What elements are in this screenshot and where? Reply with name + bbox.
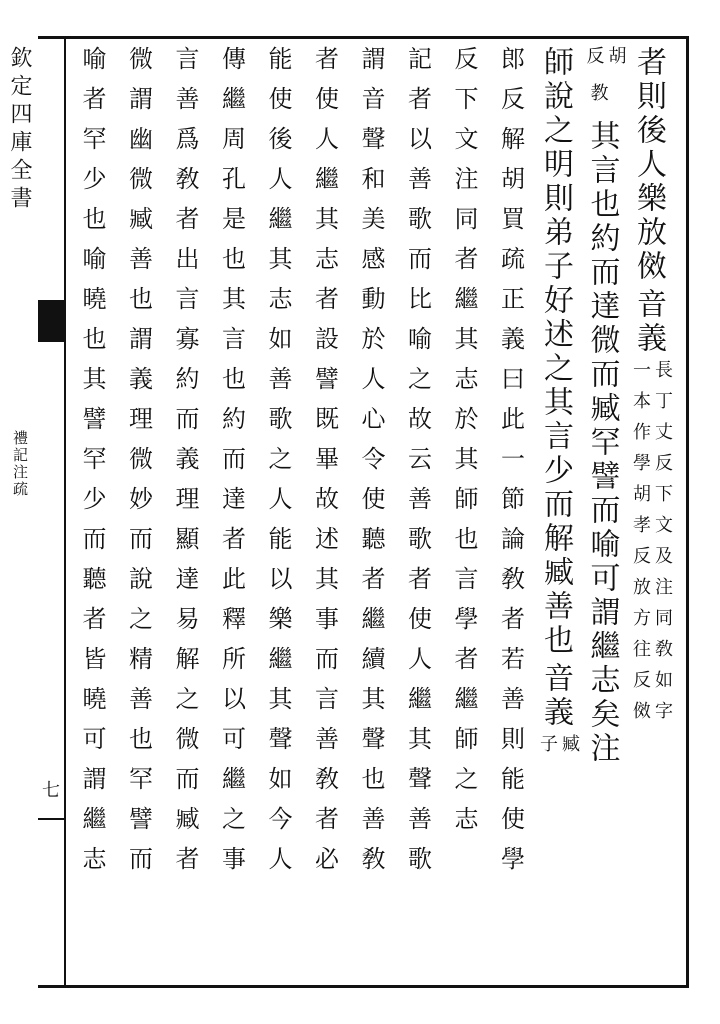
text-column (259, 46, 297, 976)
annotation-pair (585, 46, 625, 77)
commentary-text: 能使後人繼其志如善歌之人能以樂繼其聲如今人 (264, 46, 292, 886)
text-column (213, 46, 251, 976)
annotation-pair (538, 734, 578, 765)
main-text: 音義 (631, 288, 666, 356)
text-column (120, 46, 158, 976)
annotation-left: 反 (583, 46, 605, 77)
annotation-right: 長丁丈反下文及注同敎如字 (652, 360, 673, 732)
text-column (537, 46, 580, 976)
commentary-text: 郎反解胡買疏正義曰此一節論敎者若善則能使學 (496, 46, 525, 886)
fish-tail-mark-icon (38, 300, 64, 342)
text-column (445, 46, 483, 976)
page-number-rule (38, 818, 64, 820)
frame-left-border (64, 36, 66, 988)
annotation-pair (631, 360, 671, 732)
annotation-right: 教 (587, 83, 609, 114)
commentary-text: 喻者罕少也喻曉也其譬罕少而聽者皆曉可謂繼志 (78, 46, 106, 886)
main-text: 師說之明則弟子好述之其言少而解臧善也 (538, 46, 573, 658)
text-column (73, 46, 111, 976)
main-text: 者則後人樂放傚 (631, 46, 666, 284)
text-column (399, 46, 437, 976)
annotation-left: 一本作學胡孝反放方往反傚 (630, 360, 651, 732)
annotation-right: 胡 (605, 46, 627, 77)
text-column (352, 46, 390, 976)
commentary-text: 反下文注同者繼其志於其師也言學者繼師之志 (450, 46, 478, 846)
frame-right-border (686, 36, 689, 988)
main-text: 音義 (538, 662, 573, 730)
commentary-text: 言善爲敎者出言寡約而義理顯達易解之微而臧者 (171, 46, 199, 886)
annotation-left: 子 (537, 734, 558, 765)
commentary-text: 微謂幽微臧善也謂義理微妙而說之精善也罕譬而 (124, 46, 153, 886)
text-column (166, 46, 204, 976)
annotation-right: 臧 (559, 734, 580, 765)
commentary-text: 傳繼周孔是也其言也約而達者此釋所以可繼之事 (217, 46, 246, 886)
text-column (306, 46, 344, 976)
main-text: 其言也約而達微而臧罕譬而喻可謂繼志矣注 (584, 120, 620, 766)
frame-bottom-border (38, 985, 688, 988)
page-number: 七 (42, 780, 60, 801)
text-column (630, 46, 673, 976)
commentary-text: 者使人繼其志者設譬既畢故述其事而言善敎者必 (310, 46, 339, 886)
text-column (583, 46, 627, 976)
commentary-text: 記者以善歌而比喻之故云善歌者使人繼其聲善歌 (403, 46, 432, 886)
frame-top-border (38, 36, 688, 39)
commentary-text: 謂音聲和美感動於人心令使聽者繼續其聲也善敎 (357, 46, 385, 886)
annotation-pair (585, 83, 607, 114)
section-title: 禮記注疏 (11, 430, 29, 498)
book-title: 欽定四庫全書 (7, 46, 32, 214)
text-column (492, 46, 530, 976)
